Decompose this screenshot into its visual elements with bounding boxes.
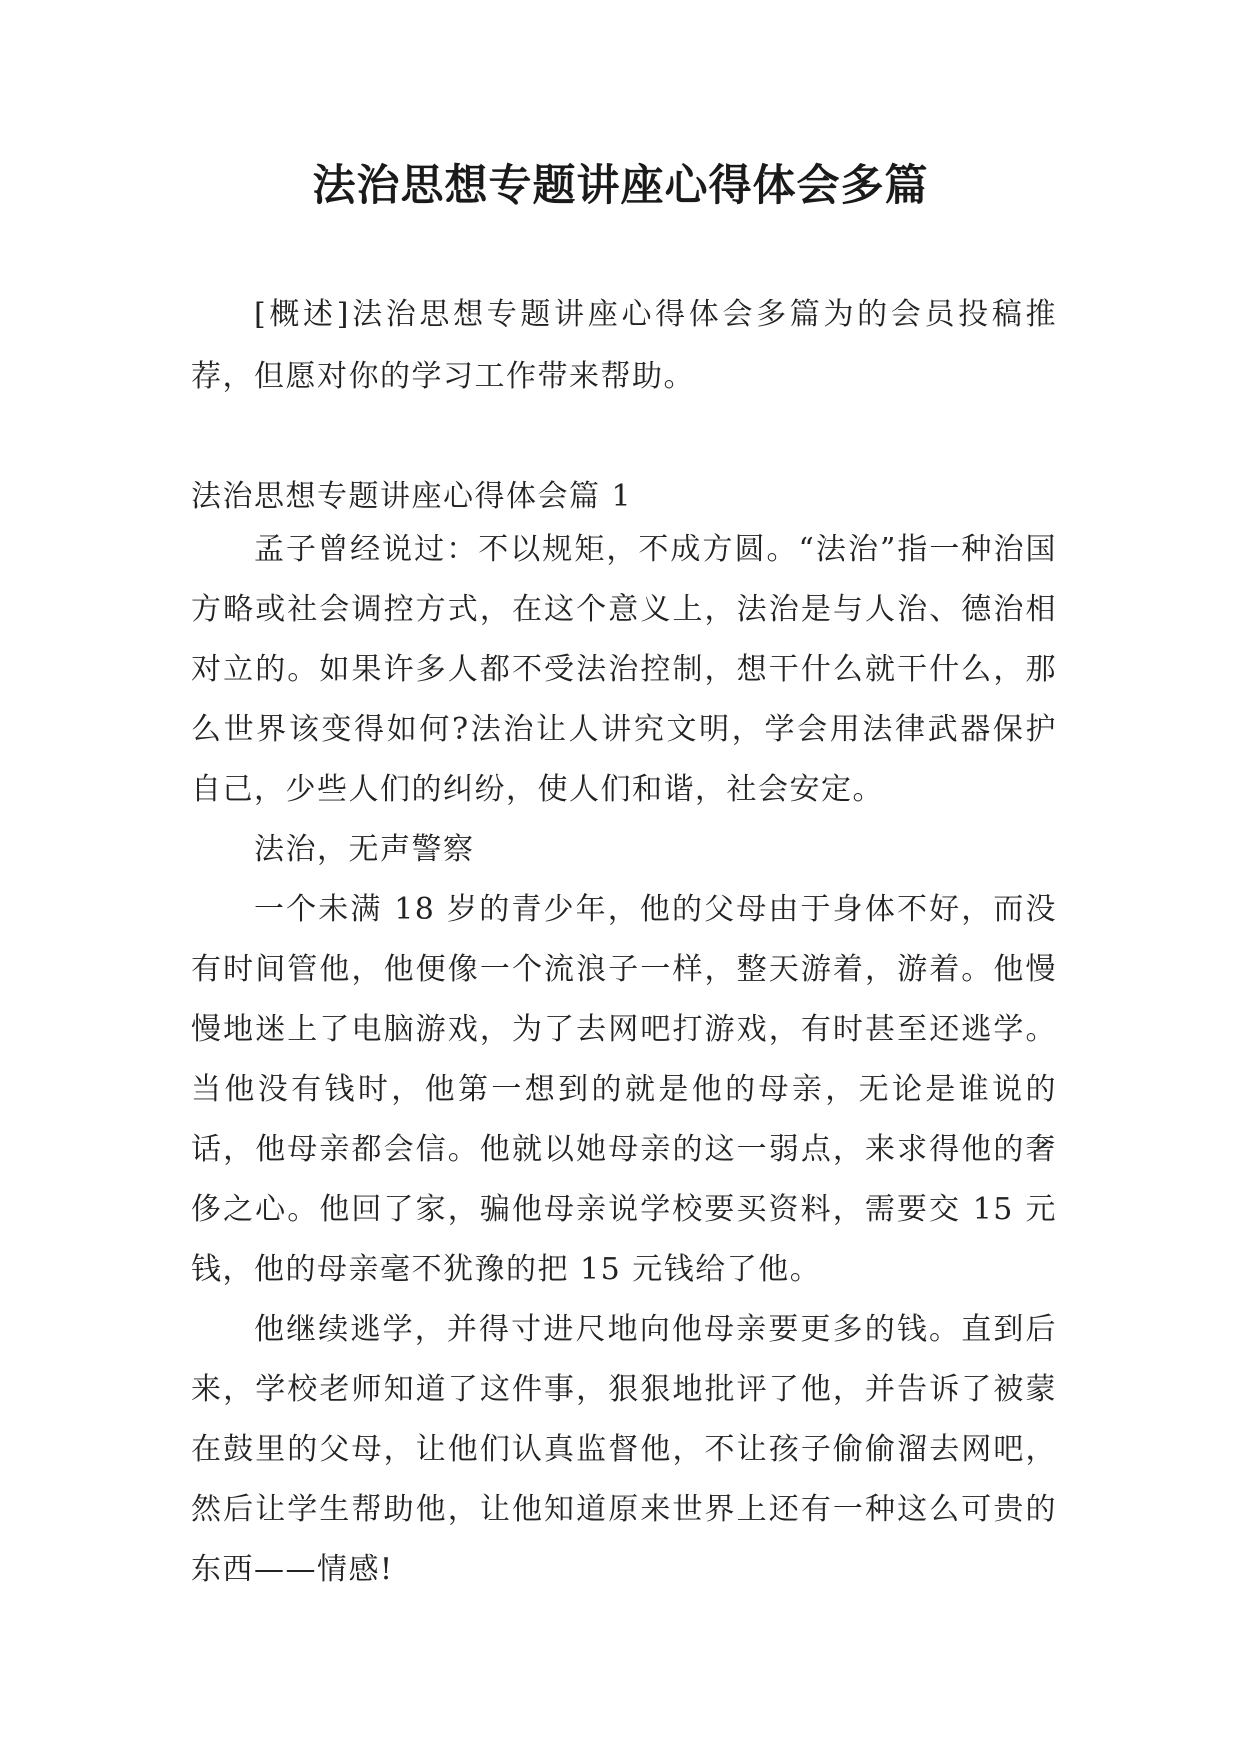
article-body	[191, 520, 1057, 1600]
section-heading: 法治思想专题讲座心得体会篇 1	[191, 479, 633, 514]
page-title: 法治思想专题讲座心得体会多篇	[312, 161, 929, 211]
article-paragraph: 一个未满 18 岁的青少年，他的父母由于身体不好，而没有时间管他，他便像一个流浪子一样，整天游着，游着。他慢慢地迷上了电脑游戏，为了去网吧打游戏，有时甚至还逃学。当他没有钱时，他第一想到的就是他的母亲，无论是谁说的话，他母亲都会信。他就以她母亲的这一弱点，来求得他的奢侈之心。他回了家，骗他母亲说学校要买资料，需要交 15 元钱，他的母亲毫不犹豫的把 15 元钱给了他。	[191, 892, 1057, 1287]
article-paragraph: 孟子曾经说过：不以规矩，不成方圆。“法治”指一种治国方略或社会调控方式，在这个意义上，法治是与人治、德治相对立的。如果许多人都不受法治控制，想干什么就干什么，那么世界该变得如何?法治让人讲究文明，学会用法律武器保护自己，少些人们的纠纷，使人们和谐，社会安定。	[191, 532, 1057, 807]
summary-paragraph: [概述]法治思想专题讲座心得体会多篇为的会员投稿推荐，但愿对你的学习工作带来帮助。	[191, 297, 1057, 394]
article-subheading: 法治，无声警察	[254, 832, 475, 867]
article-paragraph: 他继续逃学，并得寸进尺地向他母亲要更多的钱。直到后来，学校老师知道了这件事，狠狠地批评了他，并告诉了被蒙在鼓里的父母，让他们认真监督他，不让孩子偷偷溜去网吧，然后让学生帮助他，让他知道原来世界上还有一种这么可贵的东西——情感!	[191, 1312, 1057, 1587]
